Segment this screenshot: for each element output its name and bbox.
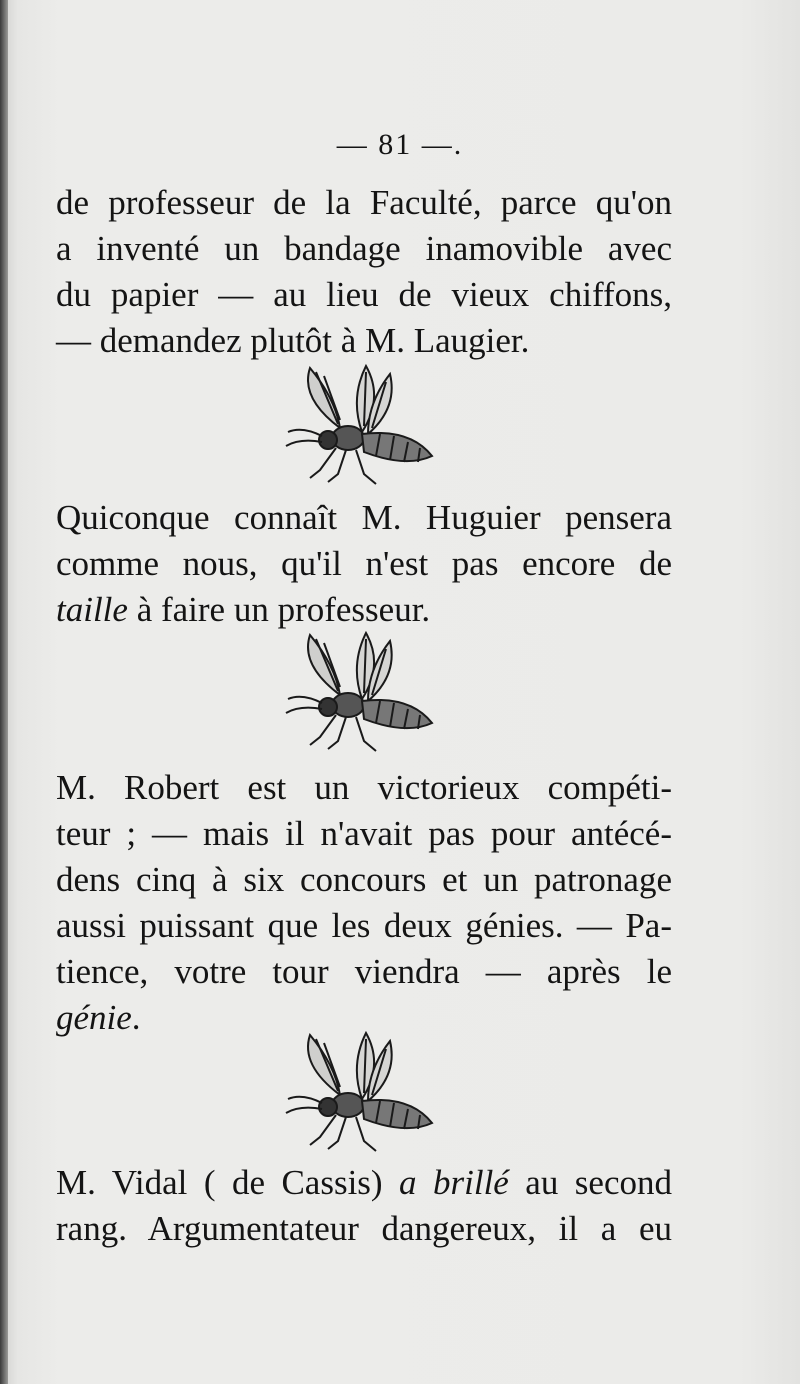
paragraph-1 [56, 180, 672, 364]
paragraph-3 [56, 765, 672, 1041]
text-line: a inventé un bandage inamovible avec [56, 229, 672, 268]
paragraph-4 [56, 1160, 672, 1252]
text-line: rang. Argumentateur dangereux, il a eu [56, 1209, 672, 1248]
page-number: — 81 —. [336, 128, 464, 161]
text-run: . [131, 998, 141, 1037]
text-run: au second [508, 1163, 672, 1202]
text-line: teur ; — mais il n'avait pas pour antécé- [56, 814, 672, 853]
text-line: du papier — au lieu de vieux chiffons, [56, 275, 672, 314]
text-line: Quiconque connaît M. Huguier pensera [56, 498, 672, 537]
text-line: tience, votre tour viendra — après le [56, 952, 672, 991]
paragraph-2 [56, 495, 672, 633]
italic-word: taille [56, 590, 128, 629]
text-line: M. Robert est un victorieux compéti- [56, 768, 672, 807]
bee-icon [280, 625, 440, 755]
text-line: aussi puissant que les deux génies. — Pa- [56, 906, 672, 945]
text-run: M. Vidal ( de Cassis) [56, 1163, 400, 1202]
text-run: à faire un professeur. [127, 590, 431, 629]
book-spine-edge [0, 0, 8, 1384]
text-line: comme nous, qu'il n'est pas encore de [56, 544, 672, 583]
text-line: — demandez plutôt à M. Laugier. [56, 321, 530, 360]
text-line [56, 1160, 672, 1206]
bee-icon [280, 1025, 440, 1155]
italic-word: génie [56, 998, 132, 1037]
italic-phrase: a brillé [399, 1163, 509, 1202]
text-line: dens cinq à six concours et un patronage [56, 860, 672, 899]
bee-icon [280, 358, 440, 488]
text-line: de professeur de la Faculté, parce qu'on [56, 183, 672, 222]
